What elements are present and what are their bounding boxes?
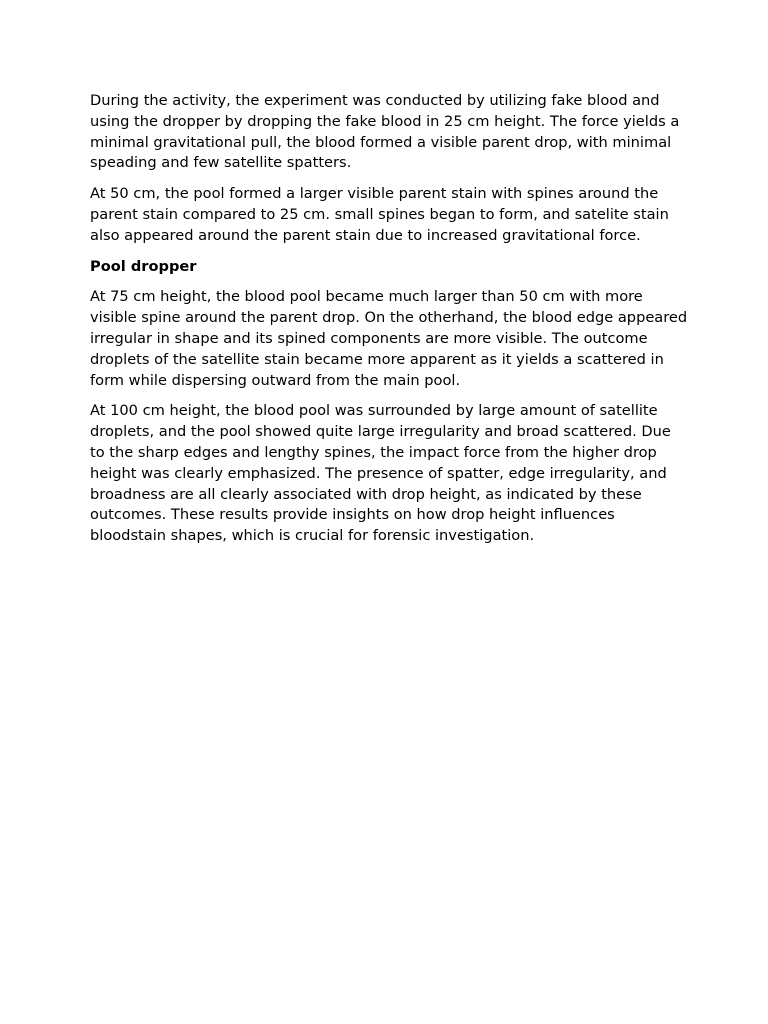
document-page — [90, 91, 690, 557]
paragraph-50cm: At 50 cm, the pool formed a larger visible parent stain with spines around the parent stain compared to 25 cm. small spines began to form, and satelite stain also appeared around the parent stain due to increased gravitational force. — [90, 185, 669, 244]
paragraph-25cm: During the activity, the experiment was conducted by utilizing fake blood and using the dropper by dropping the fake blood in 25 cm height. The force yields a minimal gravitational pull, the blood formed a visible parent drop, with minimal speading and few satellite spatters. — [90, 92, 680, 172]
paragraph-100cm: At 100 cm height, the blood pool was surrounded by large amount of satellite droplets, and the pool showed quite large irregularity and broad scattered. Due to the sharp edges and lengthy spines, the impact force from the higher drop height was clearly emphasized. The presence of spatter, edge irregularity, and broadness are all clearly associated with drop height, as indicated by these outcomes. These results provide insights on how drop height influences bloodstain shapes, which is crucial for forensic investigation. — [90, 402, 671, 545]
section-heading: Pool dropper — [90, 257, 197, 275]
paragraph-75cm: At 75 cm height, the blood pool became much larger than 50 cm with more visible spine around the parent drop. On the otherhand, the blood edge appeared irregular in shape and its spined components are more visible. The outcome droplets of the satellite stain became more apparent as it yields a scattered in form while dispersing outward from the main pool. — [90, 288, 688, 389]
